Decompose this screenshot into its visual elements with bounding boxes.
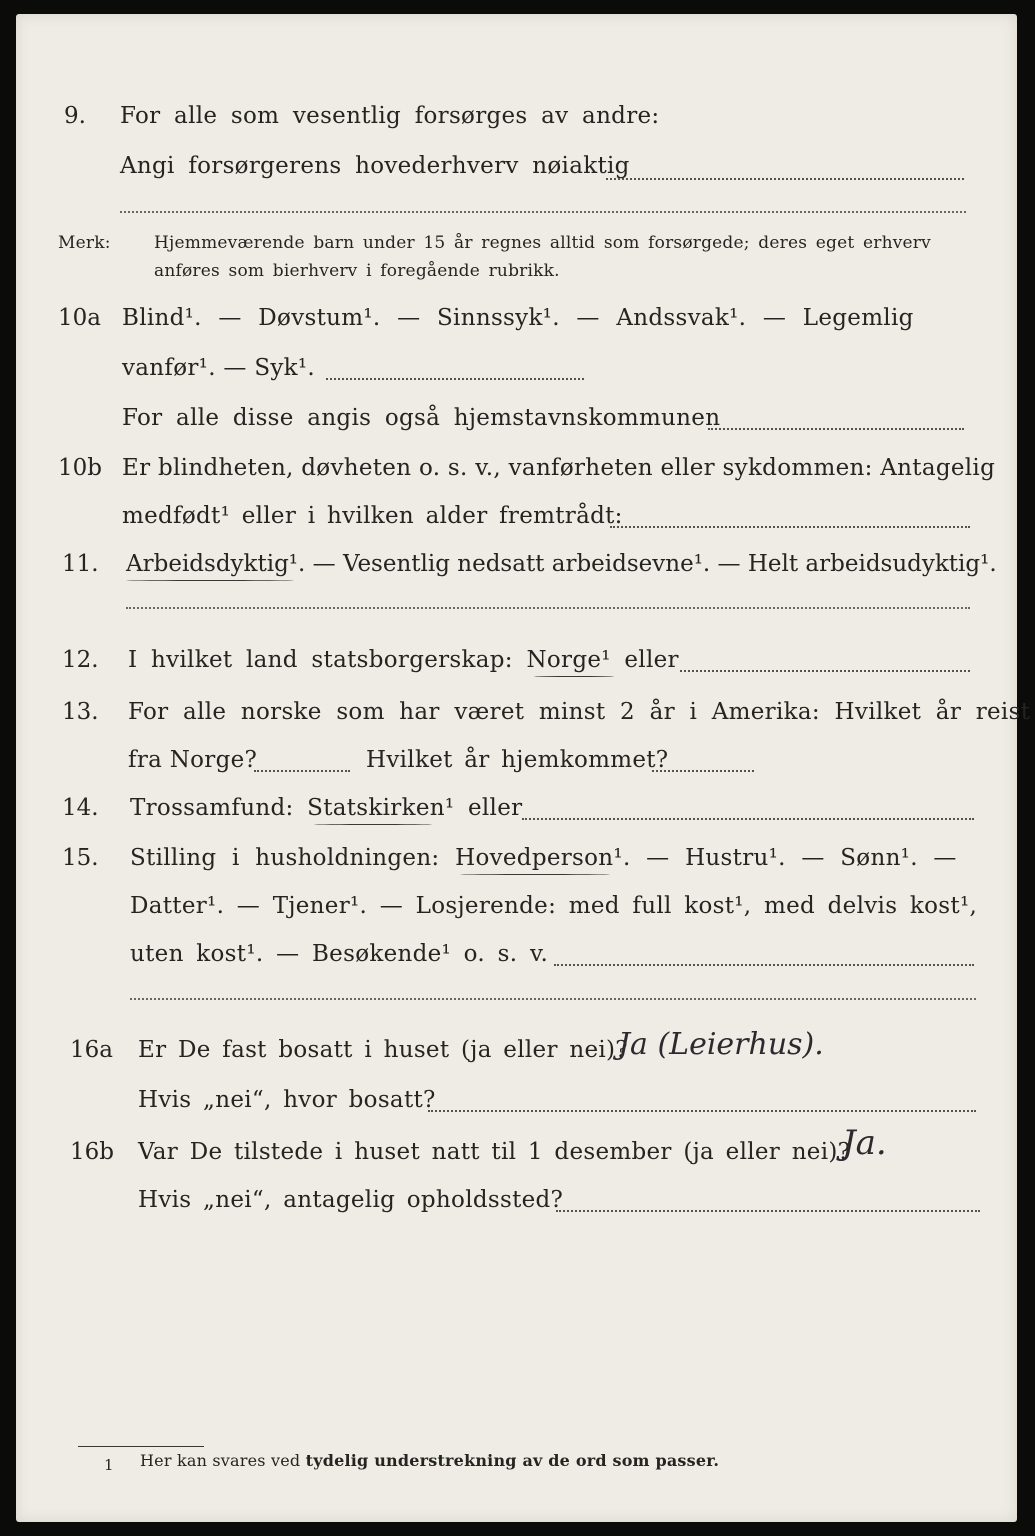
question-9-provider-prompt: Angi forsørgerens hovederhverv nøiaktig — [120, 153, 630, 179]
question-12-answer-line — [680, 670, 970, 672]
question-10b-number: 10b — [58, 455, 102, 481]
question-14-text: Trossamfund: Statskirken¹ eller — [130, 795, 523, 821]
census-form-page — [16, 14, 1031, 1522]
question-13-departure-prompt: fra Norge? — [128, 747, 258, 773]
question-10b-line-2: medfødt¹ eller i hvilken alder fremtrådt: — [122, 503, 623, 529]
question-16a-residence-prompt: Hvis „nei“, hvor bosatt? — [138, 1087, 436, 1113]
question-15-line-2: Datter¹. — Tjener¹. — Losjerende: med full kost¹, med delvis kost¹, — [130, 893, 978, 919]
question-9-number: 9. — [64, 103, 86, 129]
question-13-return-line — [652, 770, 754, 772]
question-13-departure-line — [254, 770, 350, 772]
question-13-line-1: For alle norske som har været minst 2 år i Amerika: Hvilket år reist — [128, 699, 1031, 725]
question-11-second-line — [126, 607, 970, 609]
answer-underline-arbeidsdyktig — [126, 580, 294, 581]
note-line-2: anføres som bierhverv i foregående rubrikk. — [154, 261, 560, 281]
question-10a-line-1: Blind¹. — Døvstum¹. — Sinnssyk¹. — Andssvak¹. — Legemlig — [122, 305, 914, 331]
question-10b-line-1: Er blindheten, døvheten o. s. v., vanførheten eller sykdommen: Antagelig — [122, 455, 996, 481]
question-14-answer-line — [522, 818, 974, 820]
footnote-text — [140, 1450, 719, 1472]
question-16b-text: Var De tilstede i huset natt til 1 desember (ja eller nei)? — [138, 1139, 851, 1165]
question-10a-line-3: For alle disse angis også hjemstavnskommunen — [122, 405, 721, 431]
question-16b-answer-line — [556, 1210, 980, 1212]
question-14-number: 14. — [62, 795, 99, 821]
question-9-text: For alle som vesentlig forsørges av andre: — [120, 103, 660, 129]
question-13-number: 13. — [62, 699, 99, 725]
question-10a-municipality-line — [708, 428, 964, 430]
question-12-text: I hvilket land statsborgerskap: Norge¹ eller — [128, 647, 679, 673]
question-11-text: Arbeidsdyktig¹. — Vesentlig nedsatt arbeidsevne¹. — Helt arbeidsudyktig¹. — [126, 551, 997, 577]
question-15-number: 15. — [62, 845, 99, 871]
question-16a-answer-line — [428, 1110, 976, 1112]
question-10a-number: 10a — [58, 305, 101, 331]
footnote-marker: 1 — [104, 1456, 114, 1474]
question-10b-answer-line — [610, 526, 970, 528]
question-10a-answer-line — [326, 378, 584, 380]
question-15-line-1: Stilling i husholdningen: Hovedperson¹. — Hustru¹. — Sønn¹. — — [130, 845, 957, 871]
note-label: Merk: — [58, 233, 111, 253]
question-16b-whereabouts-prompt: Hvis „nei“, antagelig opholdssted? — [138, 1187, 564, 1213]
answer-underline-hovedperson — [460, 874, 610, 875]
question-16a-text: Er De fast bosatt i huset (ja eller nei)? — [138, 1037, 628, 1063]
handwritten-answer-16a: Ja (Leierhus). — [618, 1027, 824, 1062]
question-9-second-line — [120, 211, 966, 213]
question-13-return-prompt: Hvilket år hjemkommet? — [366, 747, 669, 773]
footnote-text-plain: Her kan svares ved — [140, 1451, 306, 1470]
note-line-1: Hjemmeværende barn under 15 år regnes alltid som forsørgede; deres eget erhverv — [154, 233, 931, 253]
question-16a-number: 16a — [70, 1037, 113, 1063]
question-11-number: 11. — [62, 551, 99, 577]
question-12-number: 12. — [62, 647, 99, 673]
question-16b-number: 16b — [70, 1139, 114, 1165]
question-10a-line-2: vanfør¹. — Syk¹. — [122, 355, 316, 381]
footnote-rule — [78, 1446, 204, 1447]
question-15-answer-line — [554, 964, 974, 966]
footnote-text-emphasis: tydelig understrekning av de ord som passer. — [305, 1451, 720, 1470]
question-15-second-line — [130, 998, 976, 1000]
answer-underline-norge — [534, 676, 614, 677]
answer-underline-statskirken — [314, 824, 432, 825]
question-15-line-3: uten kost¹. — Besøkende¹ o. s. v. — [130, 941, 549, 967]
question-9-answer-line — [606, 178, 964, 180]
handwritten-answer-16b: Ja. — [842, 1123, 887, 1163]
